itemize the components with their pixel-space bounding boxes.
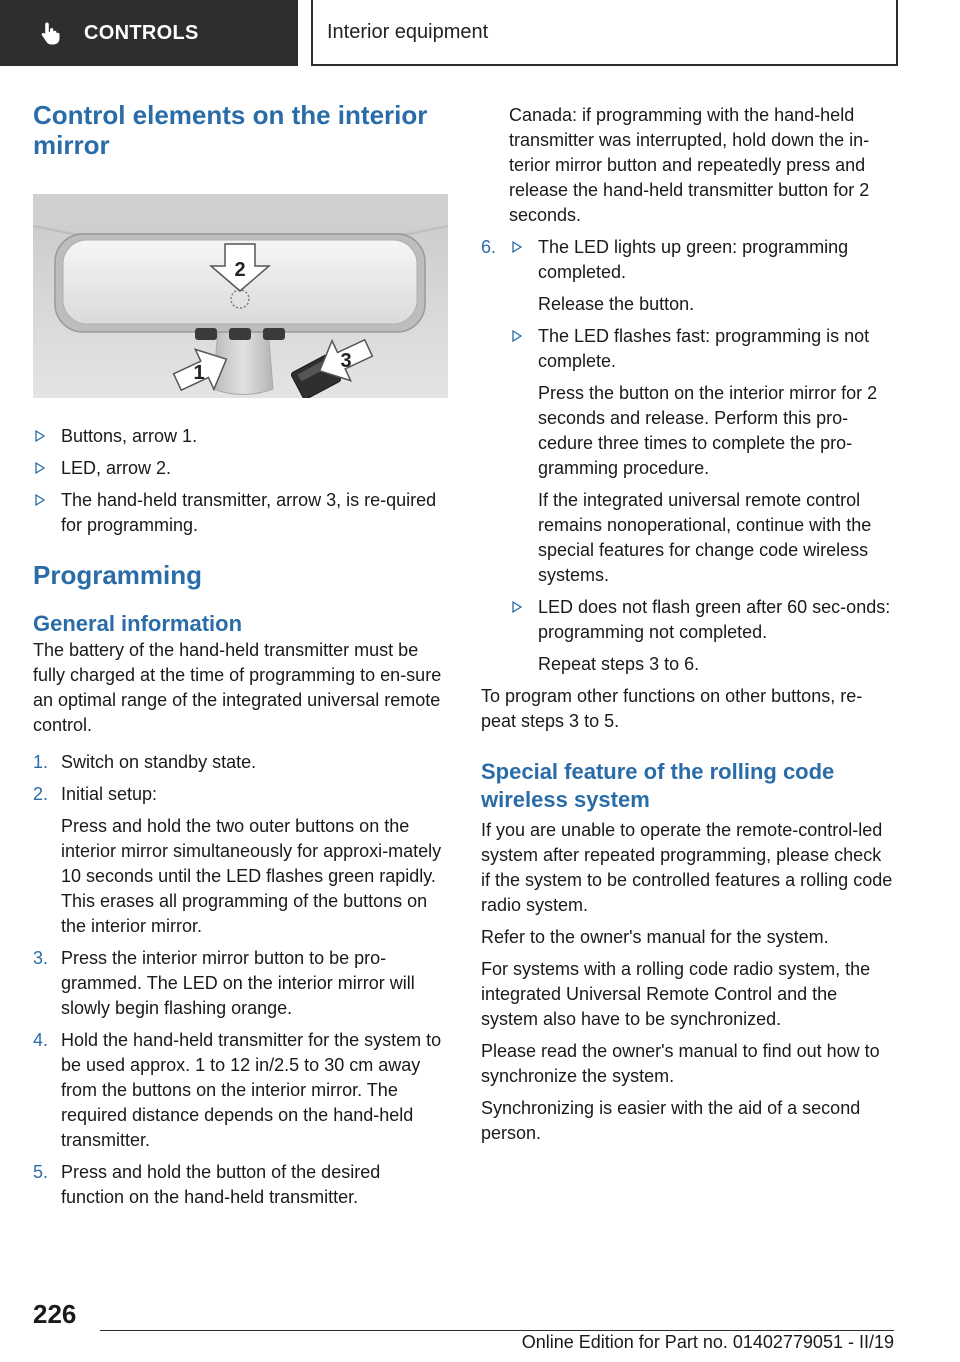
- step-6-outcomes: [510, 235, 894, 677]
- step-item: 2. Initial setup: Press and hold the two outer buttons on the interior mirror simultaneously for approxi-mately 10 seconds until the LED flashes green rapidly. This erases all programming of the buttons on the interior mirror.: [33, 782, 448, 939]
- triangle-bullet-icon: [35, 494, 45, 506]
- section-label: CONTROLS: [84, 21, 199, 44]
- step-number: 5.: [33, 1162, 49, 1182]
- step-number: 6.: [481, 237, 497, 257]
- edition-info: Online Edition for Part no. 01402779051 - II/19: [521, 1332, 894, 1352]
- step-number: 4.: [33, 1030, 49, 1050]
- hand-pointer-icon: [40, 21, 62, 45]
- other-buttons-text: To program other functions on other buttons, re-peat steps 3 to 5.: [481, 686, 863, 731]
- rolling-code-text: If you are unable to operate the remote-control-led system after repeated programming, please check if the system to be controlled features a rolling code radio system.: [481, 820, 893, 915]
- rolling-code-text: For systems with a rolling code radio system, the integrated Universal Remote Control and the system also have to be synchronized.: [481, 959, 871, 1029]
- callout-2: 2: [234, 259, 246, 281]
- step-item: 5. Press and hold the button of the desired function on the hand-held transmitter.: [33, 1162, 381, 1207]
- section-tab: [0, 0, 298, 66]
- right-column: [481, 103, 894, 1146]
- rolling-code-text: Synchronizing is easier with the aid of a second person.: [481, 1098, 861, 1143]
- step-item: 4. Hold the hand-held transmitter for the system to be used approx. 1 to 12 in/2.5 to 30 cm away from the buttons on the interior mirror. The required distance depends on the hand-held transmitter.: [33, 1030, 442, 1150]
- rolling-code-text: Please read the owner's manual to find out how to synchronize the system.: [481, 1041, 880, 1086]
- list-item: LED does not flash green after 60 sec-onds: programming not completed. Repeat steps 3 to 6.: [510, 595, 894, 677]
- list-item: The LED lights up green: programming completed. Release the button.: [510, 235, 894, 317]
- step-number: 1.: [33, 752, 49, 772]
- callout-3: 3: [340, 350, 352, 372]
- mirror-illustration: [33, 194, 448, 398]
- triangle-bullet-icon: [512, 330, 522, 342]
- rolling-code-heading: Special feature of the rolling code wireless system: [481, 759, 835, 812]
- list-item: Buttons, arrow 1.: [33, 424, 448, 449]
- canada-note: Canada: if programming with the hand-held transmitter was interrupted, hold down the in-terior mirror button and repeatedly press and release the hand-held transmitter button for 2 seconds.: [509, 105, 870, 225]
- triangle-bullet-icon: [35, 430, 45, 442]
- mirror-controls-heading: Control elements on the interior mirror: [33, 100, 428, 160]
- left-column: [33, 100, 448, 1210]
- general-info-heading: General information: [33, 611, 243, 636]
- list-item: The hand-held transmitter, arrow 3, is re-quired for programming.: [33, 488, 448, 538]
- step-item: 1. Switch on standby state.: [33, 750, 448, 775]
- page-number: 226: [33, 1299, 77, 1329]
- general-info-text: The battery of the hand-held transmitter must be fully charged at the time of programming to en-sure an optimal range of the integrated universal remote control.: [33, 640, 442, 735]
- triangle-bullet-icon: [512, 241, 522, 253]
- rolling-code-text: Refer to the owner's manual for the system.: [481, 927, 829, 947]
- list-item: The LED flashes fast: programming is not complete. Press the button on the interior mirror for 2 seconds and release. Perform this pro-cedure three times to complete the pro-gramming procedure. If the integrated universal remote control remains nonoperational, continue with the special features for change code wireless systems.: [510, 324, 894, 588]
- programming-steps: [33, 750, 448, 1210]
- step-number: 3.: [33, 948, 49, 968]
- page-header: [0, 0, 960, 66]
- triangle-bullet-icon: [512, 601, 522, 613]
- step-detail: Press and hold the two outer buttons on the interior mirror simultaneously for approxi-mately 10 seconds until the LED flashes green rapidly. This erases all programming of the buttons on the interior mirror.: [61, 816, 442, 936]
- triangle-bullet-icon: [35, 462, 45, 474]
- callout-1: 1: [193, 362, 205, 384]
- footer-divider: [100, 1330, 894, 1331]
- step-number: 2.: [33, 784, 49, 804]
- programming-heading: Programming: [33, 560, 203, 590]
- list-item: LED, arrow 2.: [33, 456, 448, 481]
- topic-tab: [311, 0, 898, 66]
- topic-label: Interior equipment: [327, 20, 489, 43]
- mirror-diagram: [33, 194, 448, 398]
- step-item: 3. Press the interior mirror button to be pro-grammed. The LED on the interior mirror will slowly begin flashing orange.: [33, 948, 415, 1018]
- mirror-parts-list: [33, 424, 448, 538]
- step-6: [481, 235, 894, 677]
